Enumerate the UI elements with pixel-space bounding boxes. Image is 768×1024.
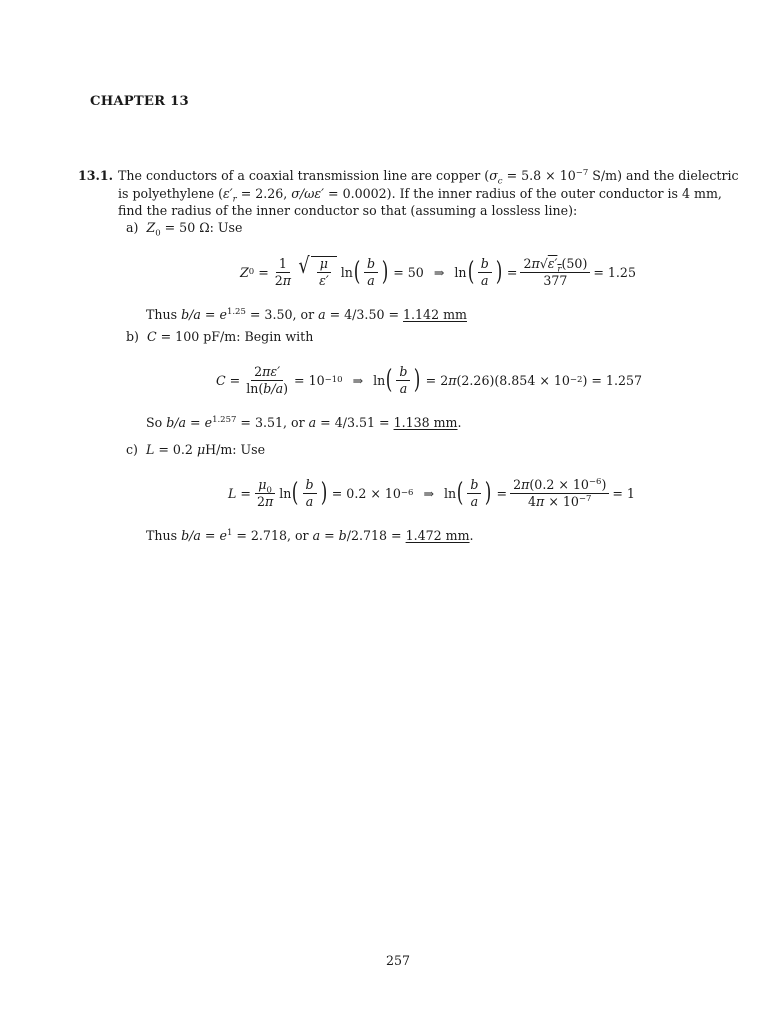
part-a-lead: a) $Z_0 = 50$ Ω: Use — [126, 220, 243, 239]
chapter-heading: CHAPTER 13 — [90, 94, 189, 109]
part-c-result: Thus $b/a = e^1 = 2.718$, or a = b/2.718 = 1.472 mm. — [146, 527, 474, 543]
part-b-answer: 1.138 mm — [393, 415, 458, 430]
part-c-lead: c) L = 0.2 μH/m: Use — [126, 442, 266, 457]
part-a-answer: 1.142 mm — [403, 307, 467, 322]
part-b-result: So $b/a = e^{1.257} = 3.51$, or a = 4/3.51 = 1.138 mm. — [146, 414, 462, 430]
problem-number: 13.1. — [78, 168, 114, 183]
part-a-equation: Z 0 = $\frac{1}{2\pi}$ √ $\frac{\mu}{\varepsilon'}$ ln ( $\frac{b}{a}$ ) = 50 ⇒ ln ( $\frac{b}{a}$ ) = $\frac{2\pi√\varepsilon'_r(50)}{377}$ = 1.25 — [240, 254, 636, 288]
part-c-equation: L = $\frac{\mu_0}{2\pi}$ ln ( $\frac{b}{a}$ ) = 0.2 × 10 −6 ⇒ ln ( $\frac{b}{a}$ ) = $\frac{2\pi(0.2 \times 10^{-6})}{4\pi \times 10^{-7}}$ = 1 — [228, 476, 635, 509]
problem-intro-line-3: find the radius of the inner conductor so that (assuming a lossless line): — [118, 203, 578, 218]
problem-intro-line-2: is polyethylene ($\varepsilon'_r = 2.26$, σ/ωε′ = 0.0002). If the inner radius of the outer conductor is 4 mm, — [118, 186, 722, 205]
part-b-lead: b) C = 100 pF/m: Begin with — [126, 329, 314, 344]
page-number: 257 — [386, 953, 411, 968]
problem-intro-line-1: The conductors of a coaxial transmission line are copper ($\sigma_c = 5.8 \times 10^{-7}$ S/m) and the dielectric — [118, 167, 739, 187]
part-c-answer: 1.472 mm — [405, 528, 470, 543]
part-a-result: Thus $b/a = e^{1.25} = 3.50$, or a = 4/3.50 = 1.142 mm — [146, 306, 467, 322]
part-b-equation: C = $\frac{2\pi\varepsilon'}{\ln(b/a)}$ = 10 −10 ⇒ ln ( $\frac{b}{a}$ ) = 2 π (2.26)(8.854 × 10 −2 ) = 1.257 — [216, 363, 642, 396]
